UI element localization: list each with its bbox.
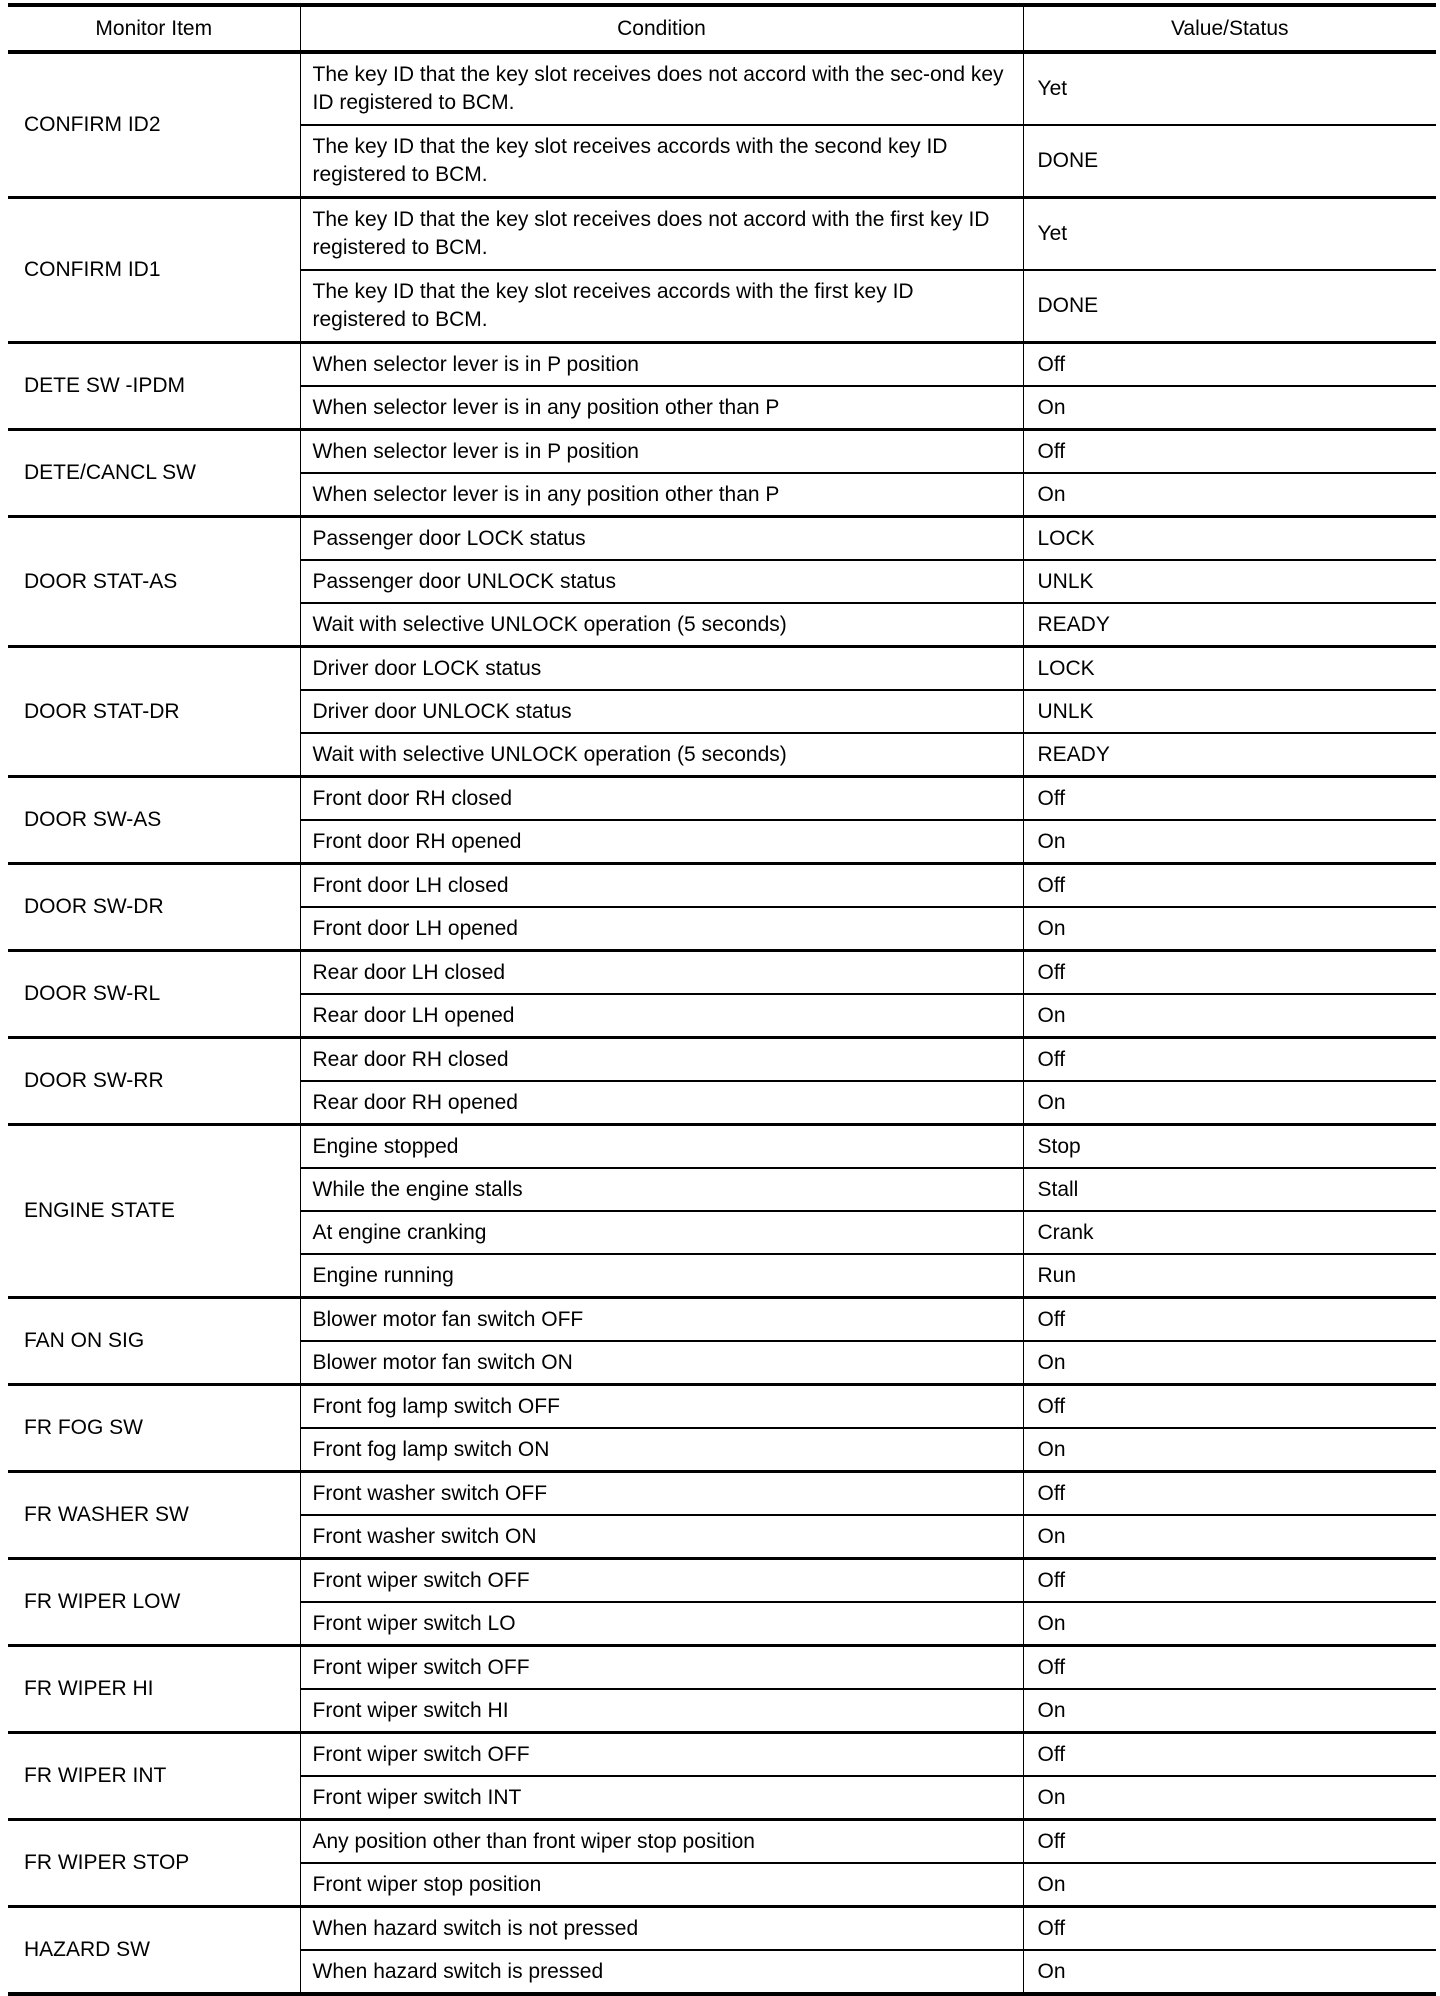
monitor-item-cell: DOOR STAT-DR	[8, 647, 300, 777]
condition-cell: Front door RH opened	[300, 820, 1023, 864]
monitor-item-cell: HAZARD SW	[8, 1907, 300, 1995]
value-status-cell: Off	[1023, 777, 1436, 821]
monitor-item-cell: DOOR SW-AS	[8, 777, 300, 864]
table-row	[8, 430, 1436, 474]
value-status-cell: On	[1023, 1950, 1436, 1994]
condition-cell: Rear door RH opened	[300, 1081, 1023, 1125]
value-status-cell: Run	[1023, 1254, 1436, 1298]
value-status-cell: On	[1023, 1689, 1436, 1733]
value-status-cell: Off	[1023, 1733, 1436, 1777]
table-row	[8, 1820, 1436, 1864]
value-status-cell: Yet	[1023, 52, 1436, 125]
monitor-item-cell: FR FOG SW	[8, 1385, 300, 1472]
condition-cell: Blower motor fan switch ON	[300, 1341, 1023, 1385]
monitor-item-cell: DOOR SW-RR	[8, 1038, 300, 1125]
condition-cell: When hazard switch is pressed	[300, 1950, 1023, 1994]
table-row	[8, 864, 1436, 908]
condition-cell: Rear door LH opened	[300, 994, 1023, 1038]
condition-cell: When hazard switch is not pressed	[300, 1907, 1023, 1951]
monitor-item-cell: DOOR SW-DR	[8, 864, 300, 951]
condition-cell: Passenger door LOCK status	[300, 517, 1023, 561]
value-status-cell: Off	[1023, 430, 1436, 474]
value-status-cell: On	[1023, 1776, 1436, 1820]
condition-cell: Blower motor fan switch OFF	[300, 1298, 1023, 1342]
condition-cell: Front wiper stop position	[300, 1863, 1023, 1907]
condition-cell: Front wiper switch INT	[300, 1776, 1023, 1820]
condition-cell: When selector lever is in any position other than P	[300, 386, 1023, 430]
value-status-cell: Stop	[1023, 1125, 1436, 1169]
condition-cell: The key ID that the key slot receives does not accord with the first key ID registered to BCM.	[300, 198, 1023, 271]
value-status-cell: Off	[1023, 1472, 1436, 1516]
value-status-cell: Off	[1023, 1038, 1436, 1082]
monitor-item-cell: FR WIPER INT	[8, 1733, 300, 1820]
monitor-item-cell: DOOR STAT-AS	[8, 517, 300, 647]
value-status-cell: On	[1023, 386, 1436, 430]
value-status-cell: Off	[1023, 1559, 1436, 1603]
value-status-cell: On	[1023, 1863, 1436, 1907]
header-condition: Condition	[300, 5, 1023, 52]
table-row	[8, 198, 1436, 271]
condition-cell: Front wiper switch LO	[300, 1602, 1023, 1646]
condition-cell: Front door LH opened	[300, 907, 1023, 951]
table-row	[8, 343, 1436, 387]
condition-cell: When selector lever is in any position other than P	[300, 473, 1023, 517]
condition-cell: Driver door UNLOCK status	[300, 690, 1023, 733]
condition-cell: Front washer switch ON	[300, 1515, 1023, 1559]
value-status-cell: Off	[1023, 1820, 1436, 1864]
value-status-cell: On	[1023, 1341, 1436, 1385]
value-status-cell: On	[1023, 473, 1436, 517]
value-status-cell: On	[1023, 820, 1436, 864]
value-status-cell: Off	[1023, 864, 1436, 908]
table-row	[8, 1298, 1436, 1342]
table-row	[8, 517, 1436, 561]
table-row	[8, 1472, 1436, 1516]
header-monitor-item: Monitor Item	[8, 5, 300, 52]
monitor-item-cell: FR WIPER LOW	[8, 1559, 300, 1646]
value-status-cell: Off	[1023, 343, 1436, 387]
condition-cell: Front door LH closed	[300, 864, 1023, 908]
condition-cell: Front wiper switch HI	[300, 1689, 1023, 1733]
condition-cell: Wait with selective UNLOCK operation (5 seconds)	[300, 733, 1023, 777]
monitor-item-cell: FR WASHER SW	[8, 1472, 300, 1559]
table-row	[8, 951, 1436, 995]
value-status-cell: READY	[1023, 603, 1436, 647]
value-status-cell: On	[1023, 907, 1436, 951]
value-status-cell: On	[1023, 1081, 1436, 1125]
condition-cell: The key ID that the key slot receives accords with the second key ID registered to BCM.	[300, 125, 1023, 198]
value-status-cell: DONE	[1023, 270, 1436, 343]
condition-cell: Rear door LH closed	[300, 951, 1023, 995]
value-status-cell: On	[1023, 1515, 1436, 1559]
value-status-cell: Off	[1023, 1907, 1436, 1951]
monitor-item-cell: CONFIRM ID2	[24, 113, 161, 136]
condition-cell: The key ID that the key slot receives accords with the first key ID registered to BCM.	[300, 270, 1023, 343]
monitor-item-cell: FAN ON SIG	[8, 1298, 300, 1385]
value-status-cell: On	[1023, 994, 1436, 1038]
monitor-item-cell: CONFIRM ID1	[8, 198, 300, 343]
condition-cell: Front wiper switch OFF	[300, 1646, 1023, 1690]
value-status-cell: Stall	[1023, 1168, 1436, 1211]
table-row	[8, 1646, 1436, 1690]
value-status-cell: Yet	[1023, 198, 1436, 271]
condition-cell: When selector lever is in P position	[300, 430, 1023, 474]
condition-cell: Engine running	[300, 1254, 1023, 1298]
condition-cell: The key ID that the key slot receives does not accord with the sec-ond key ID registered to BCM.	[300, 52, 1023, 125]
condition-cell: Front wiper switch OFF	[300, 1733, 1023, 1777]
monitor-item-cell: DETE/CANCL SW	[8, 430, 300, 517]
value-status-cell: LOCK	[1023, 517, 1436, 561]
table-row	[8, 1038, 1436, 1082]
table-row	[8, 1125, 1436, 1169]
value-status-cell: UNLK	[1023, 560, 1436, 603]
condition-cell: Any position other than front wiper stop position	[300, 1820, 1023, 1864]
table-row	[8, 1733, 1436, 1777]
condition-cell: At engine cranking	[300, 1211, 1023, 1254]
condition-cell: Engine stopped	[300, 1125, 1023, 1169]
monitor-item-cell: DOOR SW-RL	[8, 951, 300, 1038]
condition-cell: Front wiper switch OFF	[300, 1559, 1023, 1603]
condition-cell: While the engine stalls	[300, 1168, 1023, 1211]
condition-cell: Driver door LOCK status	[300, 647, 1023, 691]
table-row	[8, 777, 1436, 821]
condition-cell: Passenger door UNLOCK status	[300, 560, 1023, 603]
value-status-cell: Off	[1023, 1385, 1436, 1429]
table-row	[8, 1559, 1436, 1603]
value-status-cell: Crank	[1023, 1211, 1436, 1254]
table-row	[8, 1907, 1436, 1951]
monitor-item-cell: DETE SW -IPDM	[8, 343, 300, 430]
monitor-item-cell: FR WIPER HI	[8, 1646, 300, 1733]
value-status-cell: LOCK	[1023, 647, 1436, 691]
condition-cell: Front fog lamp switch ON	[300, 1428, 1023, 1472]
value-status-cell: On	[1023, 1602, 1436, 1646]
header-value-status: Value/Status	[1023, 5, 1436, 52]
value-status-cell: DONE	[1023, 125, 1436, 198]
value-status-cell: READY	[1023, 733, 1436, 777]
value-status-cell: Off	[1023, 1298, 1436, 1342]
condition-cell: Front door RH closed	[300, 777, 1023, 821]
monitor-item-table	[8, 3, 1436, 1996]
value-status-cell: Off	[1023, 1646, 1436, 1690]
table-row	[8, 52, 1436, 125]
value-status-cell: Off	[1023, 951, 1436, 995]
table-body	[8, 52, 1436, 1994]
table-row	[8, 1385, 1436, 1429]
condition-cell: When selector lever is in P position	[300, 343, 1023, 387]
condition-cell: Front washer switch OFF	[300, 1472, 1023, 1516]
monitor-item-cell: FR WIPER STOP	[8, 1820, 300, 1907]
header-row	[8, 5, 1436, 52]
value-status-cell: On	[1023, 1428, 1436, 1472]
monitor-item-cell: ENGINE STATE	[8, 1125, 300, 1298]
condition-cell: Rear door RH closed	[300, 1038, 1023, 1082]
condition-cell: Wait with selective UNLOCK operation (5 seconds)	[300, 603, 1023, 647]
table-row	[8, 647, 1436, 691]
value-status-cell: UNLK	[1023, 690, 1436, 733]
condition-cell: Front fog lamp switch OFF	[300, 1385, 1023, 1429]
